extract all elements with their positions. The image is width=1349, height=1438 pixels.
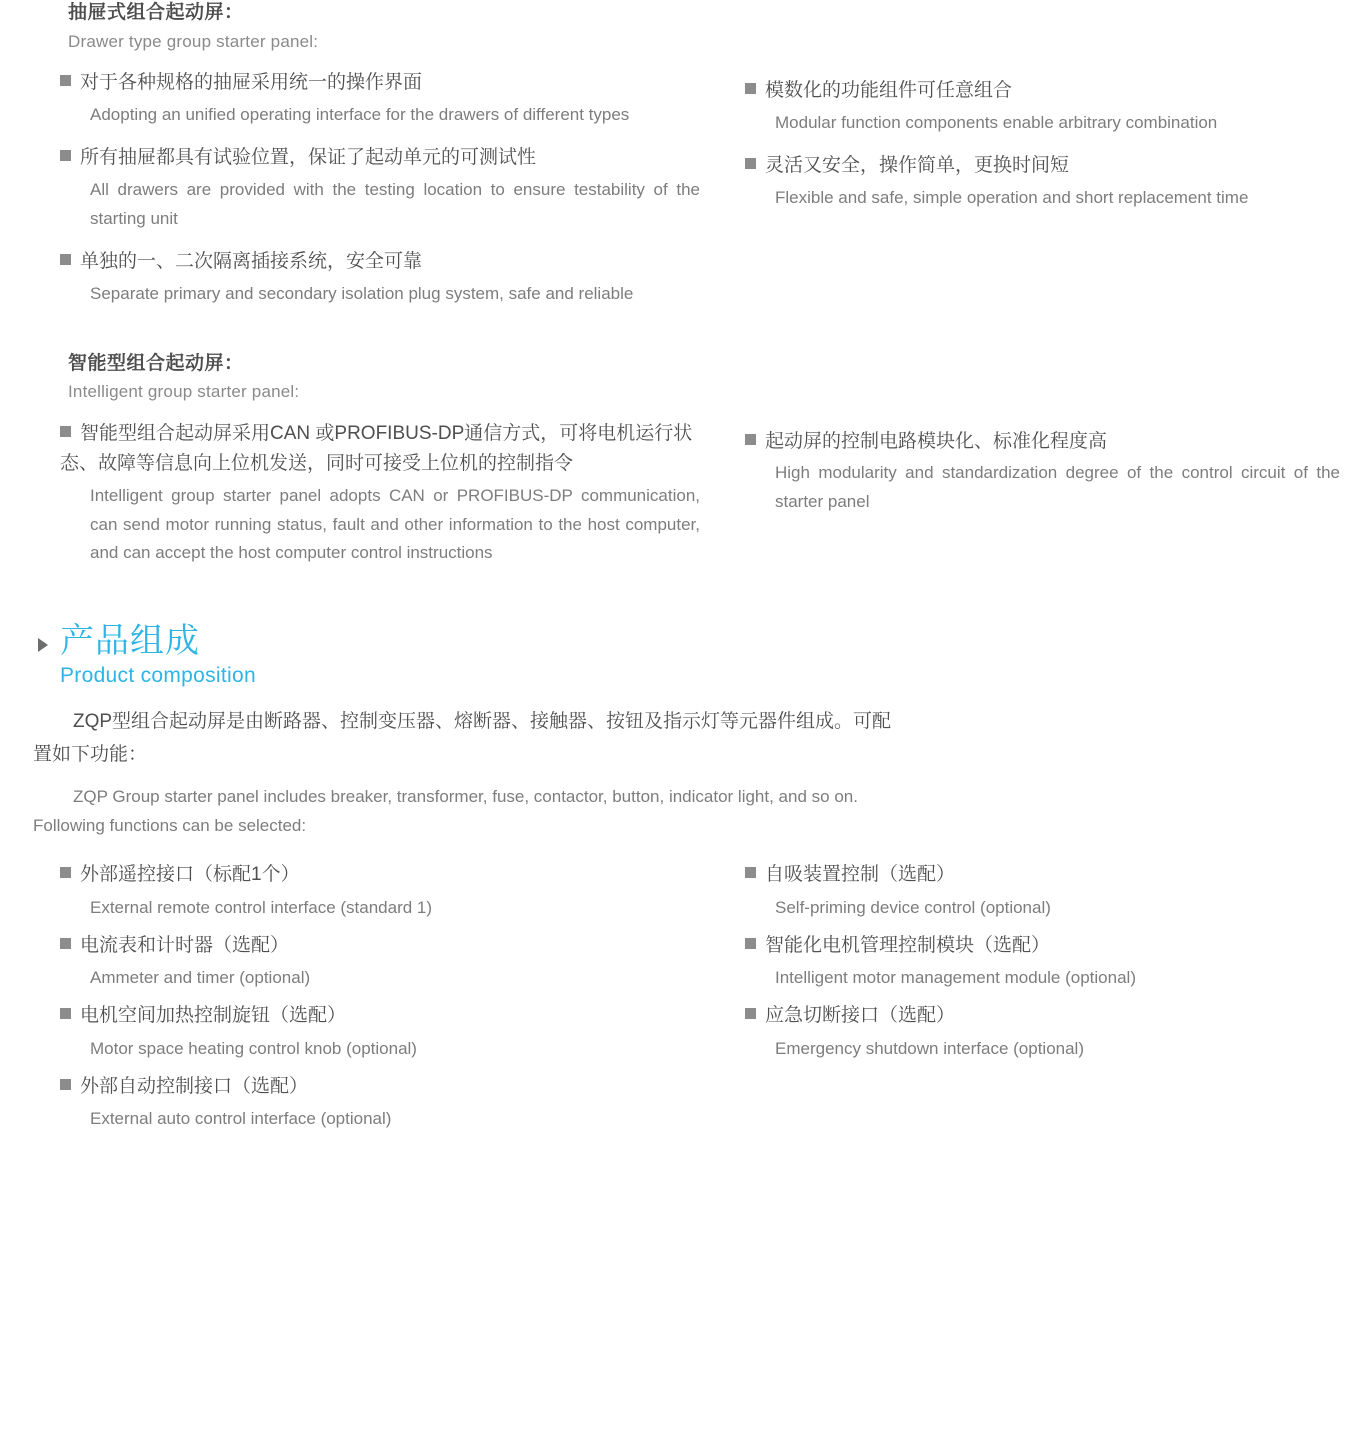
- intelligent-left-column: [0, 351, 700, 568]
- bullet-cn-text: [60, 143, 700, 174]
- square-bullet-icon: [745, 434, 756, 445]
- bullet-cn-text: [745, 151, 1340, 182]
- bullet-cn-text: [745, 76, 1340, 107]
- list-item: [745, 151, 1340, 212]
- feature-label: 应急切断接口（选配）: [765, 1005, 956, 1027]
- square-bullet-icon: [60, 867, 71, 878]
- feature-label: 自吸装置控制（选配）: [765, 864, 956, 886]
- feature-label: 电流表和计时器（选配）: [80, 934, 290, 956]
- feature-en: Ammeter and timer (optional): [90, 968, 311, 988]
- square-bullet-icon: [60, 1079, 71, 1090]
- bullet-label: 灵活又安全，操作简单，更换时间短: [765, 155, 1070, 177]
- paragraph-cn: ZQP型组合起动屏是由断路器、控制变压器、熔断器、接触器、按钮及指示灯等元器件组成。可配置如下功能：: [33, 711, 892, 766]
- list-item: [60, 860, 700, 921]
- list-item: [60, 247, 700, 308]
- feature-label: 智能化电机管理控制模块（选配）: [765, 934, 1051, 956]
- product-composition-heading: [0, 620, 1349, 689]
- square-bullet-icon: [60, 150, 71, 161]
- bullet-label: 所有抽屉都具有试验位置，保证了起动单元的可测试性: [80, 147, 537, 169]
- feature-cn: [60, 1072, 700, 1102]
- square-bullet-icon: [745, 938, 756, 949]
- bullet-label: 对于各种规格的抽屉采用统一的操作界面: [80, 72, 423, 94]
- square-bullet-icon: [60, 1008, 71, 1019]
- intelligent-right-column: [700, 351, 1340, 568]
- list-item: [60, 931, 700, 992]
- list-item: [745, 931, 1340, 992]
- feature-cn: [60, 860, 700, 890]
- list-item: [60, 1072, 700, 1133]
- bullet-label: 单独的一、二次隔离插接系统，安全可靠: [80, 251, 423, 273]
- section-title-cn: 产品组成: [60, 621, 200, 660]
- drawer-right-column: [700, 0, 1340, 309]
- feature-en: Motor space heating control knob (optional): [90, 1038, 417, 1058]
- feature-label: 外部遥控接口（标配1个）: [80, 864, 300, 886]
- bullet-en-text: Adopting an unified operating interface for the drawers of different types: [90, 104, 630, 124]
- feature-en: Intelligent motor management module (optional): [775, 968, 1136, 988]
- bullet-en-text: Intelligent group starter panel adopts CAN or PROFIBUS-DP communication, can send motor running status, fault and other information to the host computer, and can accept the host computer control instructions: [90, 486, 700, 563]
- square-bullet-icon: [745, 83, 756, 94]
- feature-en: Self-priming device control (optional): [775, 897, 1051, 917]
- composition-paragraph: [0, 706, 1349, 840]
- triangle-marker-icon: [38, 638, 48, 652]
- feature-cn: [745, 931, 1340, 961]
- section-drawer-type: [0, 0, 1349, 309]
- bullet-cn-text: [60, 247, 700, 278]
- bullet-label: 智能型组合起动屏采用CAN 或PROFIBUS-DP通信方式，可将电机运行状态、故障等信息向上位机发送，同时可接受上位机的控制指令: [60, 422, 693, 475]
- feature-en: Emergency shutdown interface (optional): [775, 1038, 1084, 1058]
- feature-cn: [60, 1001, 700, 1031]
- list-item: [60, 143, 700, 233]
- feature-en: External auto control interface (optional): [90, 1109, 392, 1129]
- list-item: [60, 68, 700, 129]
- section-intelligent-type: [0, 351, 1349, 568]
- square-bullet-icon: [60, 426, 71, 437]
- list-item: [745, 76, 1340, 137]
- bullet-en-text: Separate primary and secondary isolation plug system, safe and reliable: [90, 284, 634, 304]
- feature-cn: [60, 931, 700, 961]
- composition-right-column: [700, 860, 1340, 1132]
- composition-feature-list: [0, 860, 1349, 1132]
- square-bullet-icon: [745, 1008, 756, 1019]
- intelligent-title-cn: 智能型组合起动屏：: [68, 352, 244, 374]
- list-item: [745, 860, 1340, 921]
- square-bullet-icon: [60, 938, 71, 949]
- drawer-left-column: [0, 0, 700, 309]
- square-bullet-icon: [60, 254, 71, 265]
- feature-label: 电机空间加热控制旋钮（选配）: [80, 1005, 347, 1027]
- bullet-cn-text: [745, 427, 1340, 458]
- section-title-en: Product composition: [60, 664, 256, 688]
- drawer-title-cn: 抽屉式组合起动屏：: [68, 2, 244, 23]
- paragraph-en: ZQP Group starter panel includes breaker, transformer, fuse, contactor, button, indicator light, and so on. Following functions can be selected:: [33, 786, 858, 835]
- square-bullet-icon: [745, 158, 756, 169]
- bullet-cn-text: [60, 68, 700, 99]
- bullet-cn-text: [60, 419, 700, 481]
- list-item: [745, 427, 1340, 517]
- feature-cn: [745, 860, 1340, 890]
- bullet-en-text: High modularity and standardization degree of the control circuit of the starter panel: [775, 463, 1340, 511]
- intelligent-title-en: Intelligent group starter panel:: [68, 382, 300, 402]
- list-item: [60, 1001, 700, 1062]
- drawer-title-en: Drawer type group starter panel:: [68, 31, 319, 51]
- bullet-label: 模数化的功能组件可任意组合: [765, 80, 1013, 101]
- composition-left-column: [0, 860, 700, 1132]
- feature-label: 外部自动控制接口（选配）: [80, 1075, 309, 1097]
- square-bullet-icon: [60, 75, 71, 86]
- bullet-label: 起动屏的控制电路模块化、标准化程度高: [765, 430, 1108, 452]
- feature-cn: [745, 1001, 1340, 1031]
- bullet-en-text: Flexible and safe, simple operation and short replacement time: [775, 188, 1249, 208]
- list-item: [745, 1001, 1340, 1062]
- feature-en: External remote control interface (standard 1): [90, 897, 433, 917]
- list-item: [60, 419, 700, 568]
- bullet-en-text: All drawers are provided with the testing location to ensure testability of the starting unit: [90, 180, 700, 228]
- bullet-en-text: Modular function components enable arbitrary combination: [775, 112, 1218, 132]
- square-bullet-icon: [745, 867, 756, 878]
